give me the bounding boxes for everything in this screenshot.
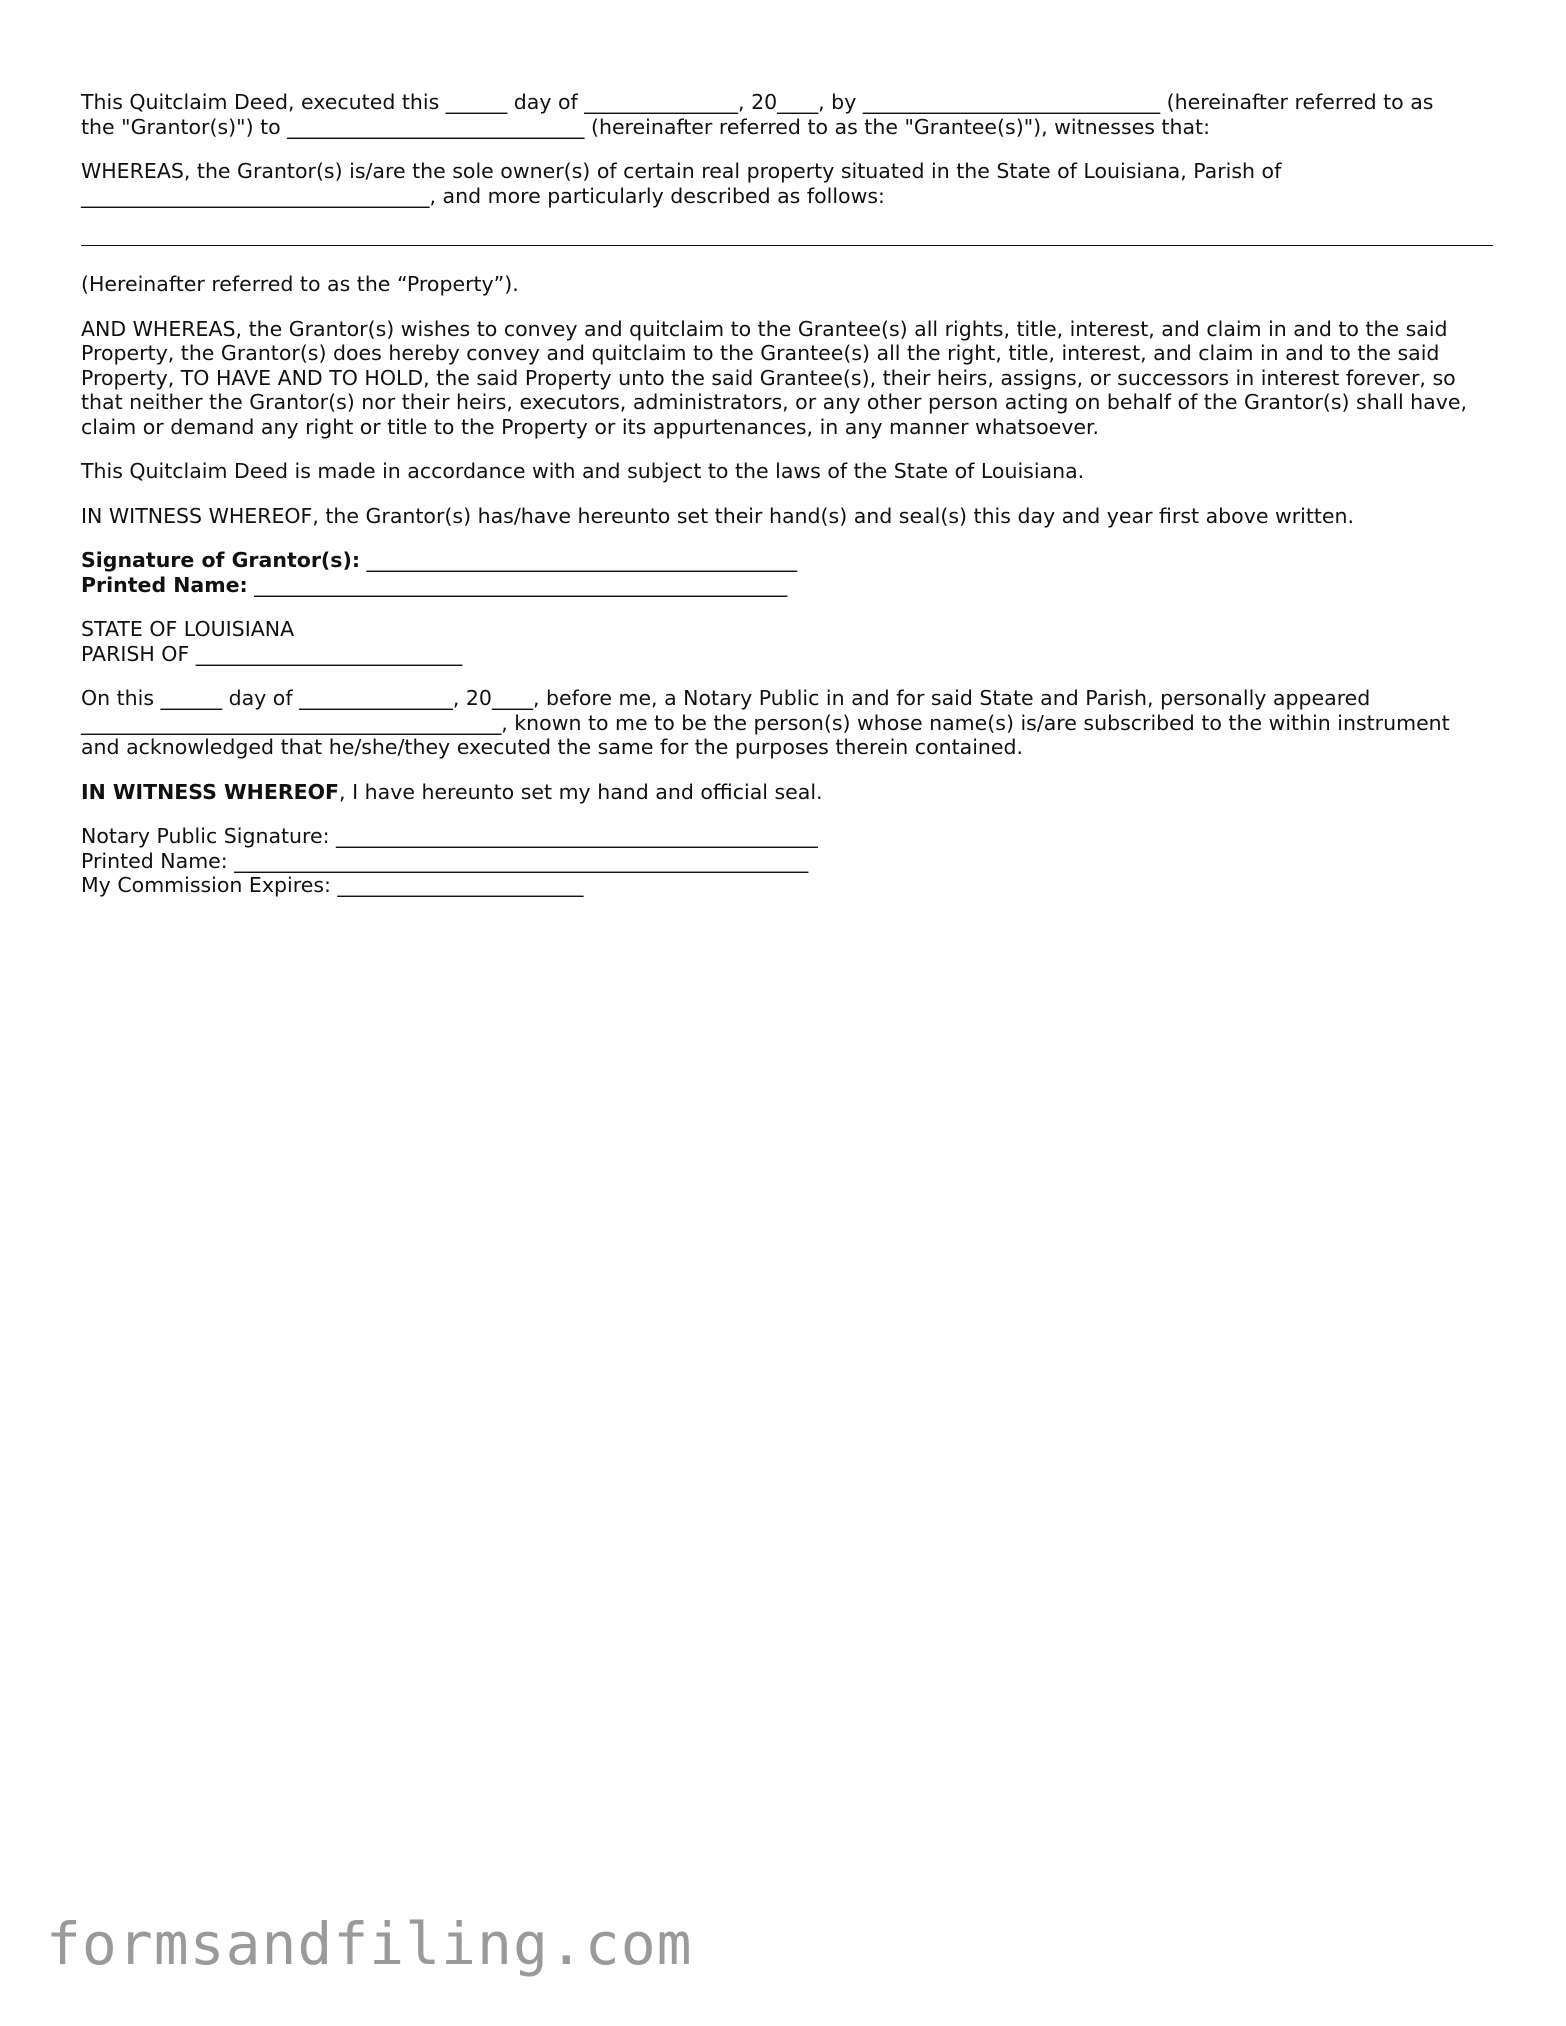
grantor-signature-label: Signature of Grantor(s): [81,548,361,572]
quitclaim-deed-document [81,90,1493,918]
and-whereas-line-1: AND WHEREAS, the Grantor(s) wishes to convey and quitclaim to the Grantee(s) all rights, title, interest, and claim in and to the said [81,316,1448,341]
property-reference: (Hereinafter referred to as the “Property”). [81,272,519,296]
intro-line-1: This Quitclaim Deed, executed this ______ day of _______________, 20____, by _____________________________ (hereinafter referred to as [81,90,1434,114]
notary-witness-bold: IN WITNESS WHEREOF [81,779,340,804]
notary-printed-name-line: Printed Name: ________________________________________________________ [81,848,809,873]
acknowledgment-line-2: _________________________________________, known to me to be the person(s) whose name(s) is/are subscribed to the within instrument [81,710,1450,735]
grantor-printed-name-line [81,573,1493,598]
notary-state: STATE OF LOUISIANA [81,617,295,641]
intro-paragraph [81,90,1493,139]
grantor-signature-block [81,548,1493,597]
notary-signature-block [81,824,1493,898]
and-whereas-line-2: Property, the Grantor(s) does hereby convey and quitclaim to the Grantee(s) all the right, title, interest, and claim in and to the said [81,341,1440,365]
grantor-printed-name-label: Printed Name: [81,572,248,597]
law-clause: This Quitclaim Deed is made in accordance with and subject to the laws of the State of Louisiana. [81,459,1085,483]
grantor-printed-name-blank: ____________________________________________________ [247,572,788,597]
whereas-paragraph [81,159,1493,208]
notary-signature-line: Notary Public Signature: _______________________________________________ [81,824,818,848]
acknowledgment-paragraph [81,686,1493,760]
watermark-text: formsandfiling.com [46,1910,693,1978]
notary-witness-rest: , I have hereunto set my hand and official seal. [339,779,823,804]
and-whereas-line-5: claim or demand any right or title to the Property or its appurtenances, in any manner whatsoever. [81,414,1100,439]
and-whereas-line-4: that neither the Grantor(s) nor their heirs, executors, administrators, or any other person acting on behalf of the Grantor(s) shall have, [81,390,1467,414]
notary-venue [81,617,1493,666]
and-whereas-paragraph [81,317,1493,440]
whereas-line-1: WHEREAS, the Grantor(s) is/are the sole owner(s) of certain real property situated in the State of Louisiana, Parish of [81,159,1282,183]
and-whereas-line-3: Property, TO HAVE AND TO HOLD, the said Property unto the said Grantee(s), their heirs, assigns, or successors in interest forever, so [81,365,1456,390]
notary-witness-clause [81,780,1493,805]
notary-commission-line: My Commission Expires: ________________________ [81,873,584,897]
acknowledgment-line-1: On this ______ day of _______________, 20____, before me, a Notary Public in and for said State and Parish, personally appeared [81,686,1371,710]
grantor-signature-line [81,548,1493,573]
property-description-line [81,245,1493,246]
notary-parish: PARISH OF __________________________ [81,641,463,666]
grantor-signature-blank: __________________________________________ [360,548,798,572]
whereas-line-2: __________________________________, and more particularly described as follows: [81,183,885,208]
acknowledgment-line-3: and acknowledged that he/she/they executed the same for the purposes therein contained. [81,735,1024,759]
intro-line-2: the "Grantor(s)") to _____________________________ (hereinafter referred to as the "Grantee(s)"), witnesses that: [81,114,1210,139]
witness-clause: IN WITNESS WHEREOF, the Grantor(s) has/have hereunto set their hand(s) and seal(s) this day and year first above written. [81,503,1355,528]
